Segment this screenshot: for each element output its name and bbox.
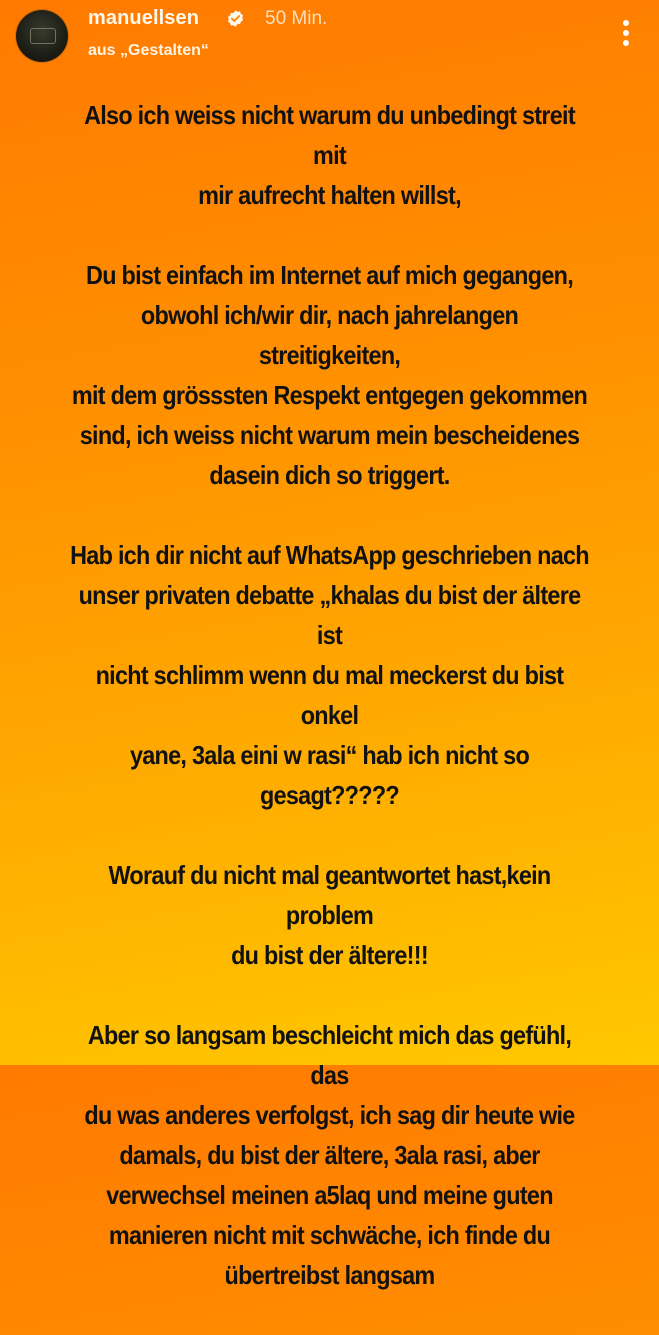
verified-badge-icon xyxy=(226,9,245,28)
story-paragraph xyxy=(69,1015,590,1295)
story-paragraph xyxy=(69,255,590,495)
story-paragraph xyxy=(69,535,590,815)
story-paragraph xyxy=(69,95,590,215)
story-timestamp: 50 Min. xyxy=(265,8,328,29)
story-text-line: Also ich weiss nicht warum du unbedingt streit mit xyxy=(84,100,575,170)
story-text-line: Hab ich dir nicht auf WhatsApp geschrieben nach xyxy=(70,540,589,570)
story-text-line: yane, 3ala eini w rasi“ hab ich nicht so gesagt????? xyxy=(129,740,530,810)
story-text-line: nicht schlimm wenn du mal meckerst du bist onkel xyxy=(95,660,564,730)
story-text-line: mir aufrecht halten willst, xyxy=(198,180,461,210)
story-text-line: du bist der ältere!!! xyxy=(231,940,428,970)
story-text-line: unser privaten debatte „khalas du bist der ältere ist xyxy=(78,580,581,650)
story-text-line: sind, ich weiss nicht warum mein bescheidenes xyxy=(79,420,580,450)
story-text-line: mit dem grösssten Respekt entgegen gekommen xyxy=(71,380,588,410)
story-text-block xyxy=(40,95,619,1335)
story-text-line: damals, du bist der ältere, 3ala rasi, aber xyxy=(119,1140,540,1170)
more-vertical-icon[interactable] xyxy=(616,18,636,48)
story-text-line: verwechsel meinen a5laq und meine guten xyxy=(106,1180,553,1210)
avatar[interactable] xyxy=(16,10,68,62)
highlight-source[interactable]: aus „Gestalten“ xyxy=(88,42,209,59)
story-text-line: Aber so langsam beschleicht mich das gefühl, das xyxy=(87,1020,572,1090)
avatar-image xyxy=(30,28,56,44)
story-header xyxy=(0,0,659,78)
story-text-line: Du bist einfach im Internet auf mich gegangen, xyxy=(86,260,573,290)
story-text-line: dasein dich so triggert. xyxy=(209,460,450,490)
story-paragraph xyxy=(69,855,590,975)
story-text-line: übertreibst langsam xyxy=(224,1260,435,1290)
story-text-line: du was anderes verfolgst, ich sag dir heute wie xyxy=(84,1100,575,1130)
username[interactable]: manuellsen xyxy=(88,7,200,29)
story-text-line: obwohl ich/wir dir, nach jahrelangen streitigkeiten, xyxy=(140,300,519,370)
story-text-line: manieren nicht mit schwäche, ich finde du xyxy=(108,1220,551,1250)
story-text-line: Worauf du nicht mal geantwortet hast,kein problem xyxy=(108,860,551,930)
